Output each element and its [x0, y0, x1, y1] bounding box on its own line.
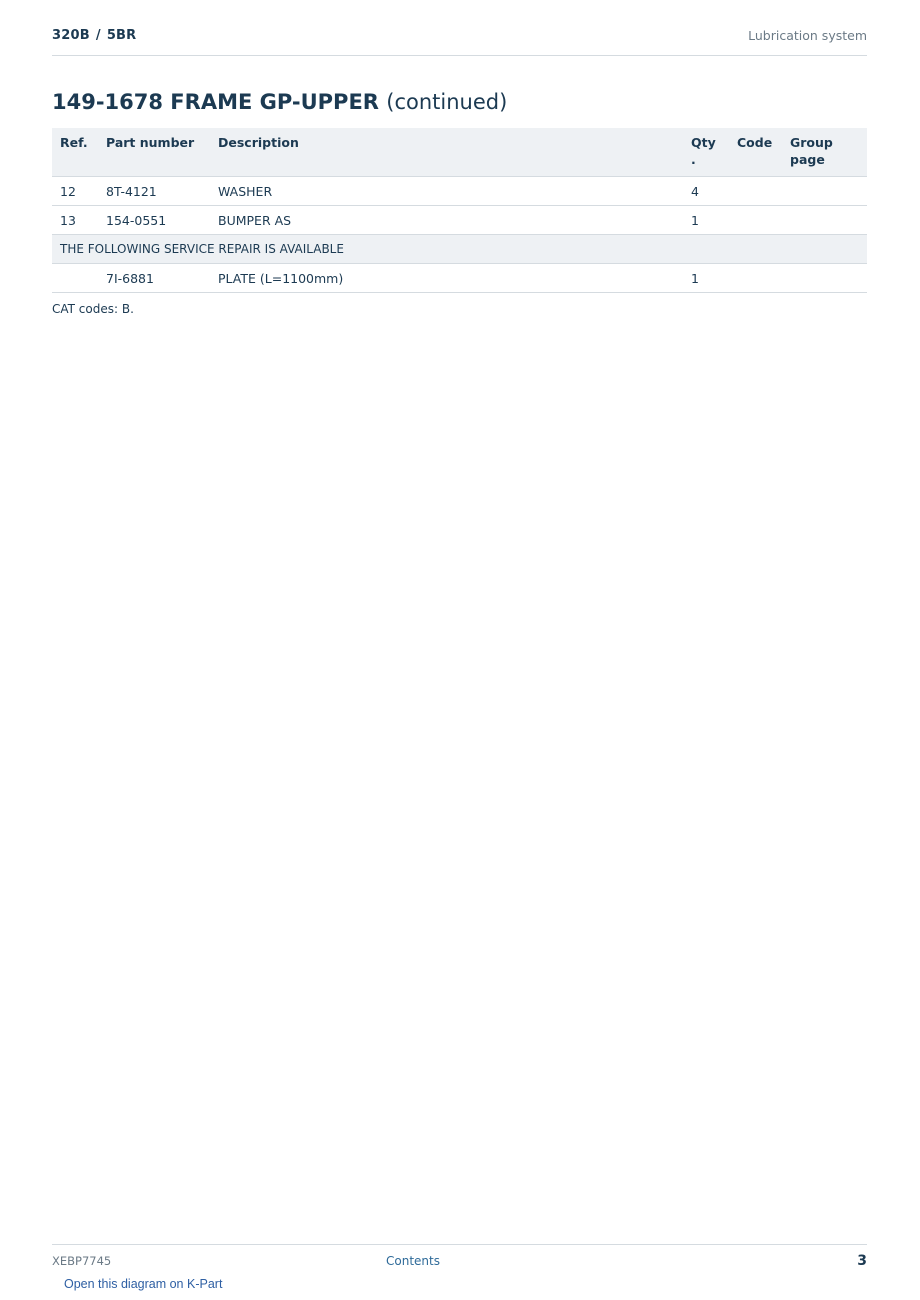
model-separator: /: [95, 28, 101, 43]
page-number: 3: [857, 1253, 867, 1269]
section-name: Lubrication system: [748, 28, 867, 43]
document-id: XEBP7745: [52, 1254, 112, 1268]
service-note-row: [52, 235, 867, 264]
cell-ref: [52, 264, 98, 293]
col-header-group-page: [782, 128, 867, 177]
cell-qty: 1: [683, 264, 729, 293]
service-note: THE FOLLOWING SERVICE REPAIR IS AVAILABLE: [52, 235, 867, 264]
open-kpart-link[interactable]: Open this diagram on K-Part: [64, 1277, 223, 1291]
model-number: 320B: [52, 28, 90, 43]
cell-description: WASHER: [210, 177, 683, 206]
page-footer: [52, 1244, 867, 1274]
cell-description: BUMPER AS: [210, 206, 683, 235]
serial-prefix: 5BR: [106, 28, 137, 43]
cell-part-number: 7I-6881: [98, 264, 210, 293]
cell-qty: 1: [683, 206, 729, 235]
cell-part-number: 8T-4121: [98, 177, 210, 206]
cell-qty: 4: [683, 177, 729, 206]
cell-ref: 13: [52, 206, 98, 235]
cell-ref: 12: [52, 177, 98, 206]
contents-link[interactable]: Contents: [386, 1254, 440, 1268]
continued-label: (continued): [386, 90, 508, 114]
qty-header-line2: .: [691, 152, 696, 167]
page-header: [52, 28, 867, 56]
table-row: [52, 264, 867, 293]
group-header-line1: Group: [790, 135, 833, 150]
cell-code: [729, 264, 782, 293]
col-header-part-number: Part number: [98, 128, 210, 177]
cell-code: [729, 206, 782, 235]
parts-table: [52, 128, 867, 293]
col-header-ref: Ref.: [52, 128, 98, 177]
cell-group-page: [782, 206, 867, 235]
table-row: [52, 177, 867, 206]
group-header-line2: page: [790, 152, 825, 167]
table-header-row: [52, 128, 867, 177]
qty-header-line1: Qty: [691, 135, 716, 150]
cell-code: [729, 177, 782, 206]
page-title: [52, 90, 507, 114]
cat-codes-note: CAT codes: B.: [52, 302, 134, 316]
col-header-code: Code: [729, 128, 782, 177]
col-header-description: Description: [210, 128, 683, 177]
machine-model: [52, 28, 136, 43]
table-row: [52, 206, 867, 235]
group-title: 149-1678 FRAME GP-UPPER: [52, 90, 379, 114]
col-header-qty: [683, 128, 729, 177]
cell-group-page: [782, 264, 867, 293]
cell-part-number: 154-0551: [98, 206, 210, 235]
cell-group-page: [782, 177, 867, 206]
cell-description: PLATE (L=1100mm): [210, 264, 683, 293]
